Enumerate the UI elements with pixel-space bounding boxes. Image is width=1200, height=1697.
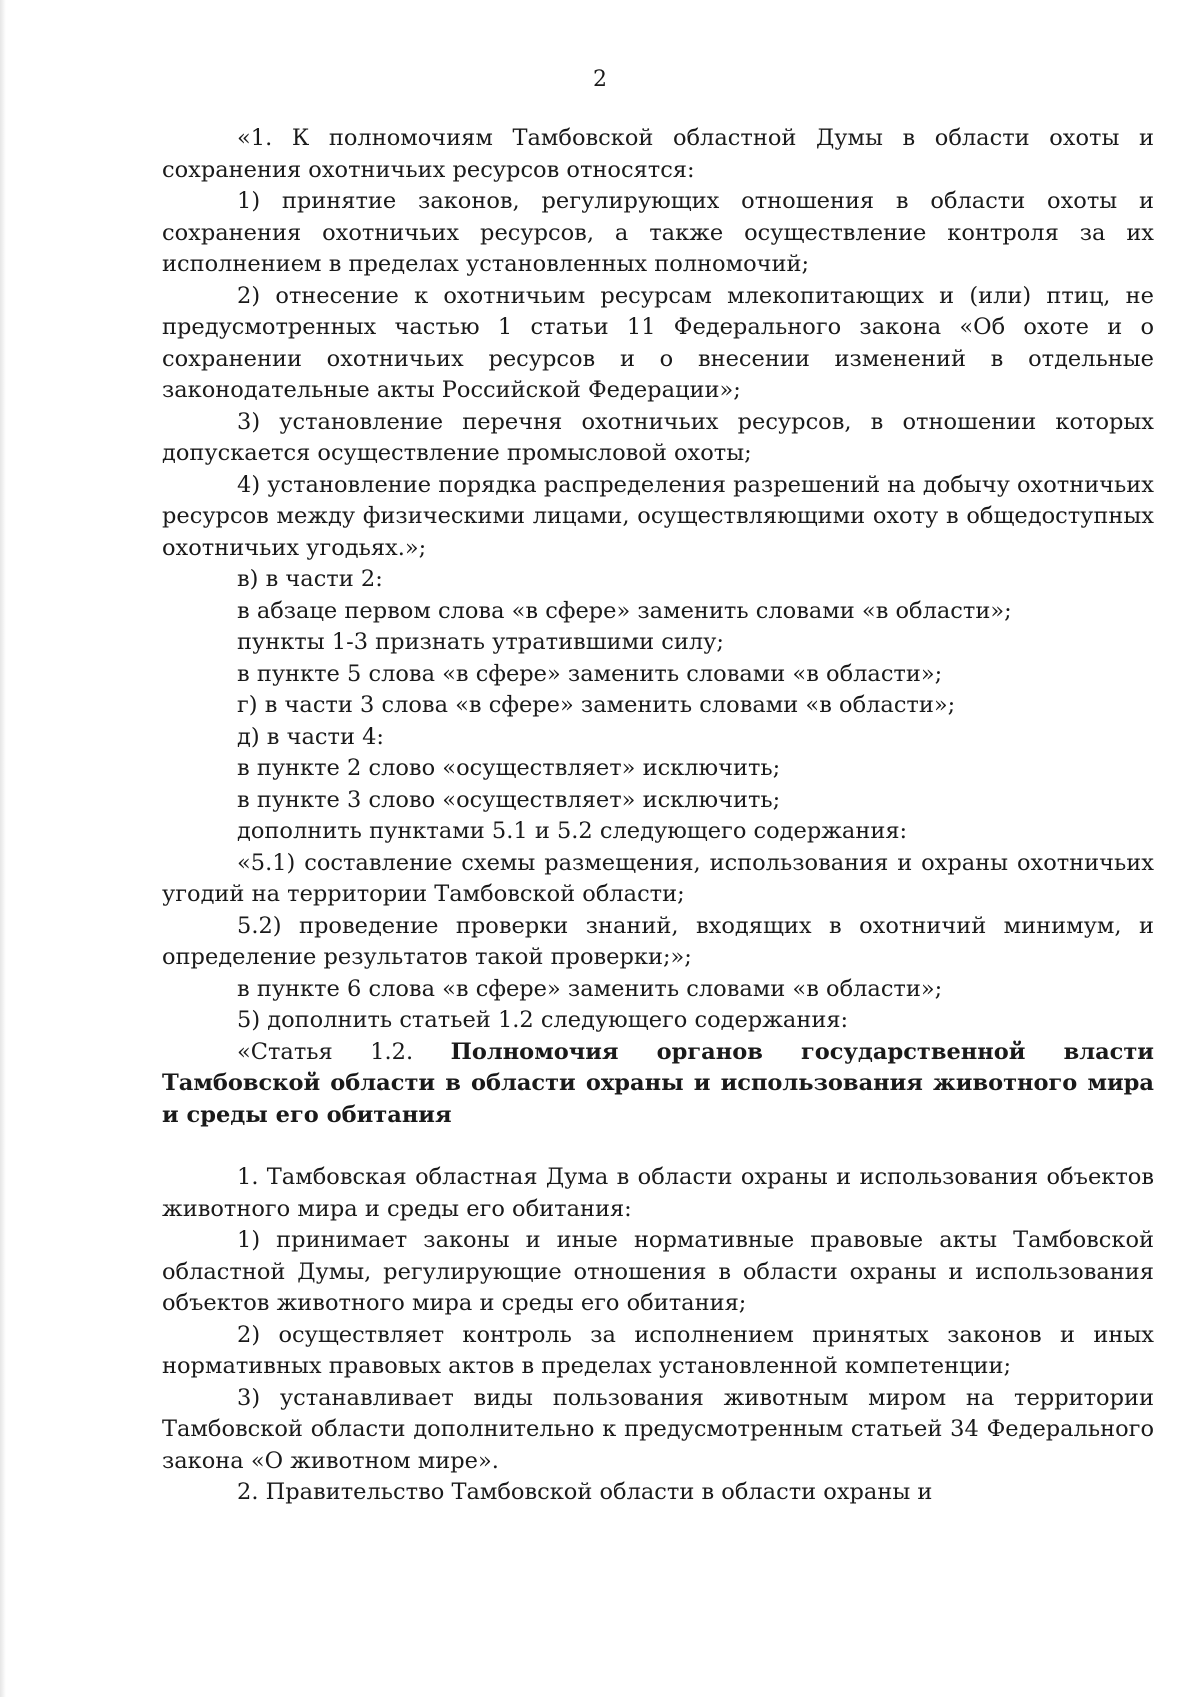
paragraph-11: д) в части 4: bbox=[237, 723, 384, 750]
scan-edge-shadow bbox=[0, 0, 6, 1697]
paragraph-9: в пункте 5 слова «в сфере» заменить словами «в области»; bbox=[237, 660, 943, 687]
paragraph-13: в пункте 3 слово «осуществляет» исключить; bbox=[237, 786, 781, 813]
paragraph-4: 3) установление перечня охотничьих ресурсов, в отношении которых допускается осуществление промысловой охоты; bbox=[162, 408, 1154, 466]
paragraph-18: 5) дополнить статьей 1.2 следующего содержания: bbox=[237, 1007, 849, 1033]
paragraph-12: в пункте 2 слово «осуществляет» исключить; bbox=[237, 755, 781, 781]
paragraph-15: «5.1) составление схемы размещения, использования и охраны охотничьих угодий на территории Тамбовской области; bbox=[162, 849, 1154, 907]
paragraph-7: в абзаце первом слова «в сфере» заменить словами «в области»; bbox=[237, 597, 1012, 624]
paragraph-17: в пункте 6 слова «в сфере» заменить словами «в области»; bbox=[237, 975, 943, 1002]
page-number: 2 bbox=[593, 67, 607, 92]
paragraph-14: дополнить пунктами 5.1 и 5.2 следующего содержания: bbox=[237, 818, 908, 844]
paragraph-8: пункты 1-3 признать утратившими силу; bbox=[237, 629, 725, 655]
article-title: Полномочия органов государственной власти Тамбовской области в области охраны и использования животного мира и среды его обитания bbox=[162, 1038, 1154, 1128]
document-body bbox=[162, 123, 1154, 1509]
article-paragraph-1: 1. Тамбовская областная Дума в области охраны и использования объектов животного мира и среды его обитания: bbox=[162, 1164, 1154, 1222]
paragraph-6: в) в части 2: bbox=[237, 566, 383, 592]
paragraph-16: 5.2) проведение проверки знаний, входящих в охотничий минимум, и определение результатов такой проверки;»; bbox=[162, 912, 1154, 970]
article-paragraph-3: 2) осуществляет контроль за исполнением принятых законов и иных нормативных правовых актов в пределах установленной компетенции; bbox=[162, 1321, 1154, 1379]
article-paragraph-4: 3) устанавливает виды пользования животным миром на территории Тамбовской области дополнительно к предусмотренным статьей 34 Федерального закона «О животном мире». bbox=[162, 1384, 1154, 1474]
article-paragraph-2: 1) принимает законы и иные нормативные правовые акты Тамбовской областной Думы, регулирующие отношения в области охраны и использования объектов животного мира и среды его обитания; bbox=[162, 1227, 1154, 1316]
article-prefix: «Статья 1.2. bbox=[237, 1038, 451, 1065]
paragraph-5: 4) установление порядка распределения разрешений на добычу охотничьих ресурсов между физическими лицами, осуществляющими охоту в общедоступных охотничьих угодьях.»; bbox=[162, 471, 1154, 561]
paragraph-1: «1. К полномочиям Тамбовской областной Думы в области охоты и сохранения охотничьих ресурсов относятся: bbox=[162, 125, 1154, 183]
article-paragraph-5: 2. Правительство Тамбовской области в области охраны и bbox=[237, 1479, 933, 1505]
blank-line bbox=[162, 1131, 1154, 1162]
paragraph-3: 2) отнесение к охотничьим ресурсам млекопитающих и (или) птиц, не предусмотренных частью 1 статьи 11 Федерального закона «Об охоте и о сохранении охотничьих ресурсов и о внесении изменений в отдельные законодательные акты Российской Федерации»; bbox=[162, 282, 1154, 403]
paragraph-10: г) в части 3 слова «в сфере» заменить словами «в области»; bbox=[237, 692, 956, 718]
paragraph-2: 1) принятие законов, регулирующих отношения в области охоты и сохранения охотничьих ресурсов, а также осуществление контроля за их исполнением в пределах установленных полномочий; bbox=[162, 188, 1154, 277]
article-heading bbox=[162, 1037, 1154, 1132]
